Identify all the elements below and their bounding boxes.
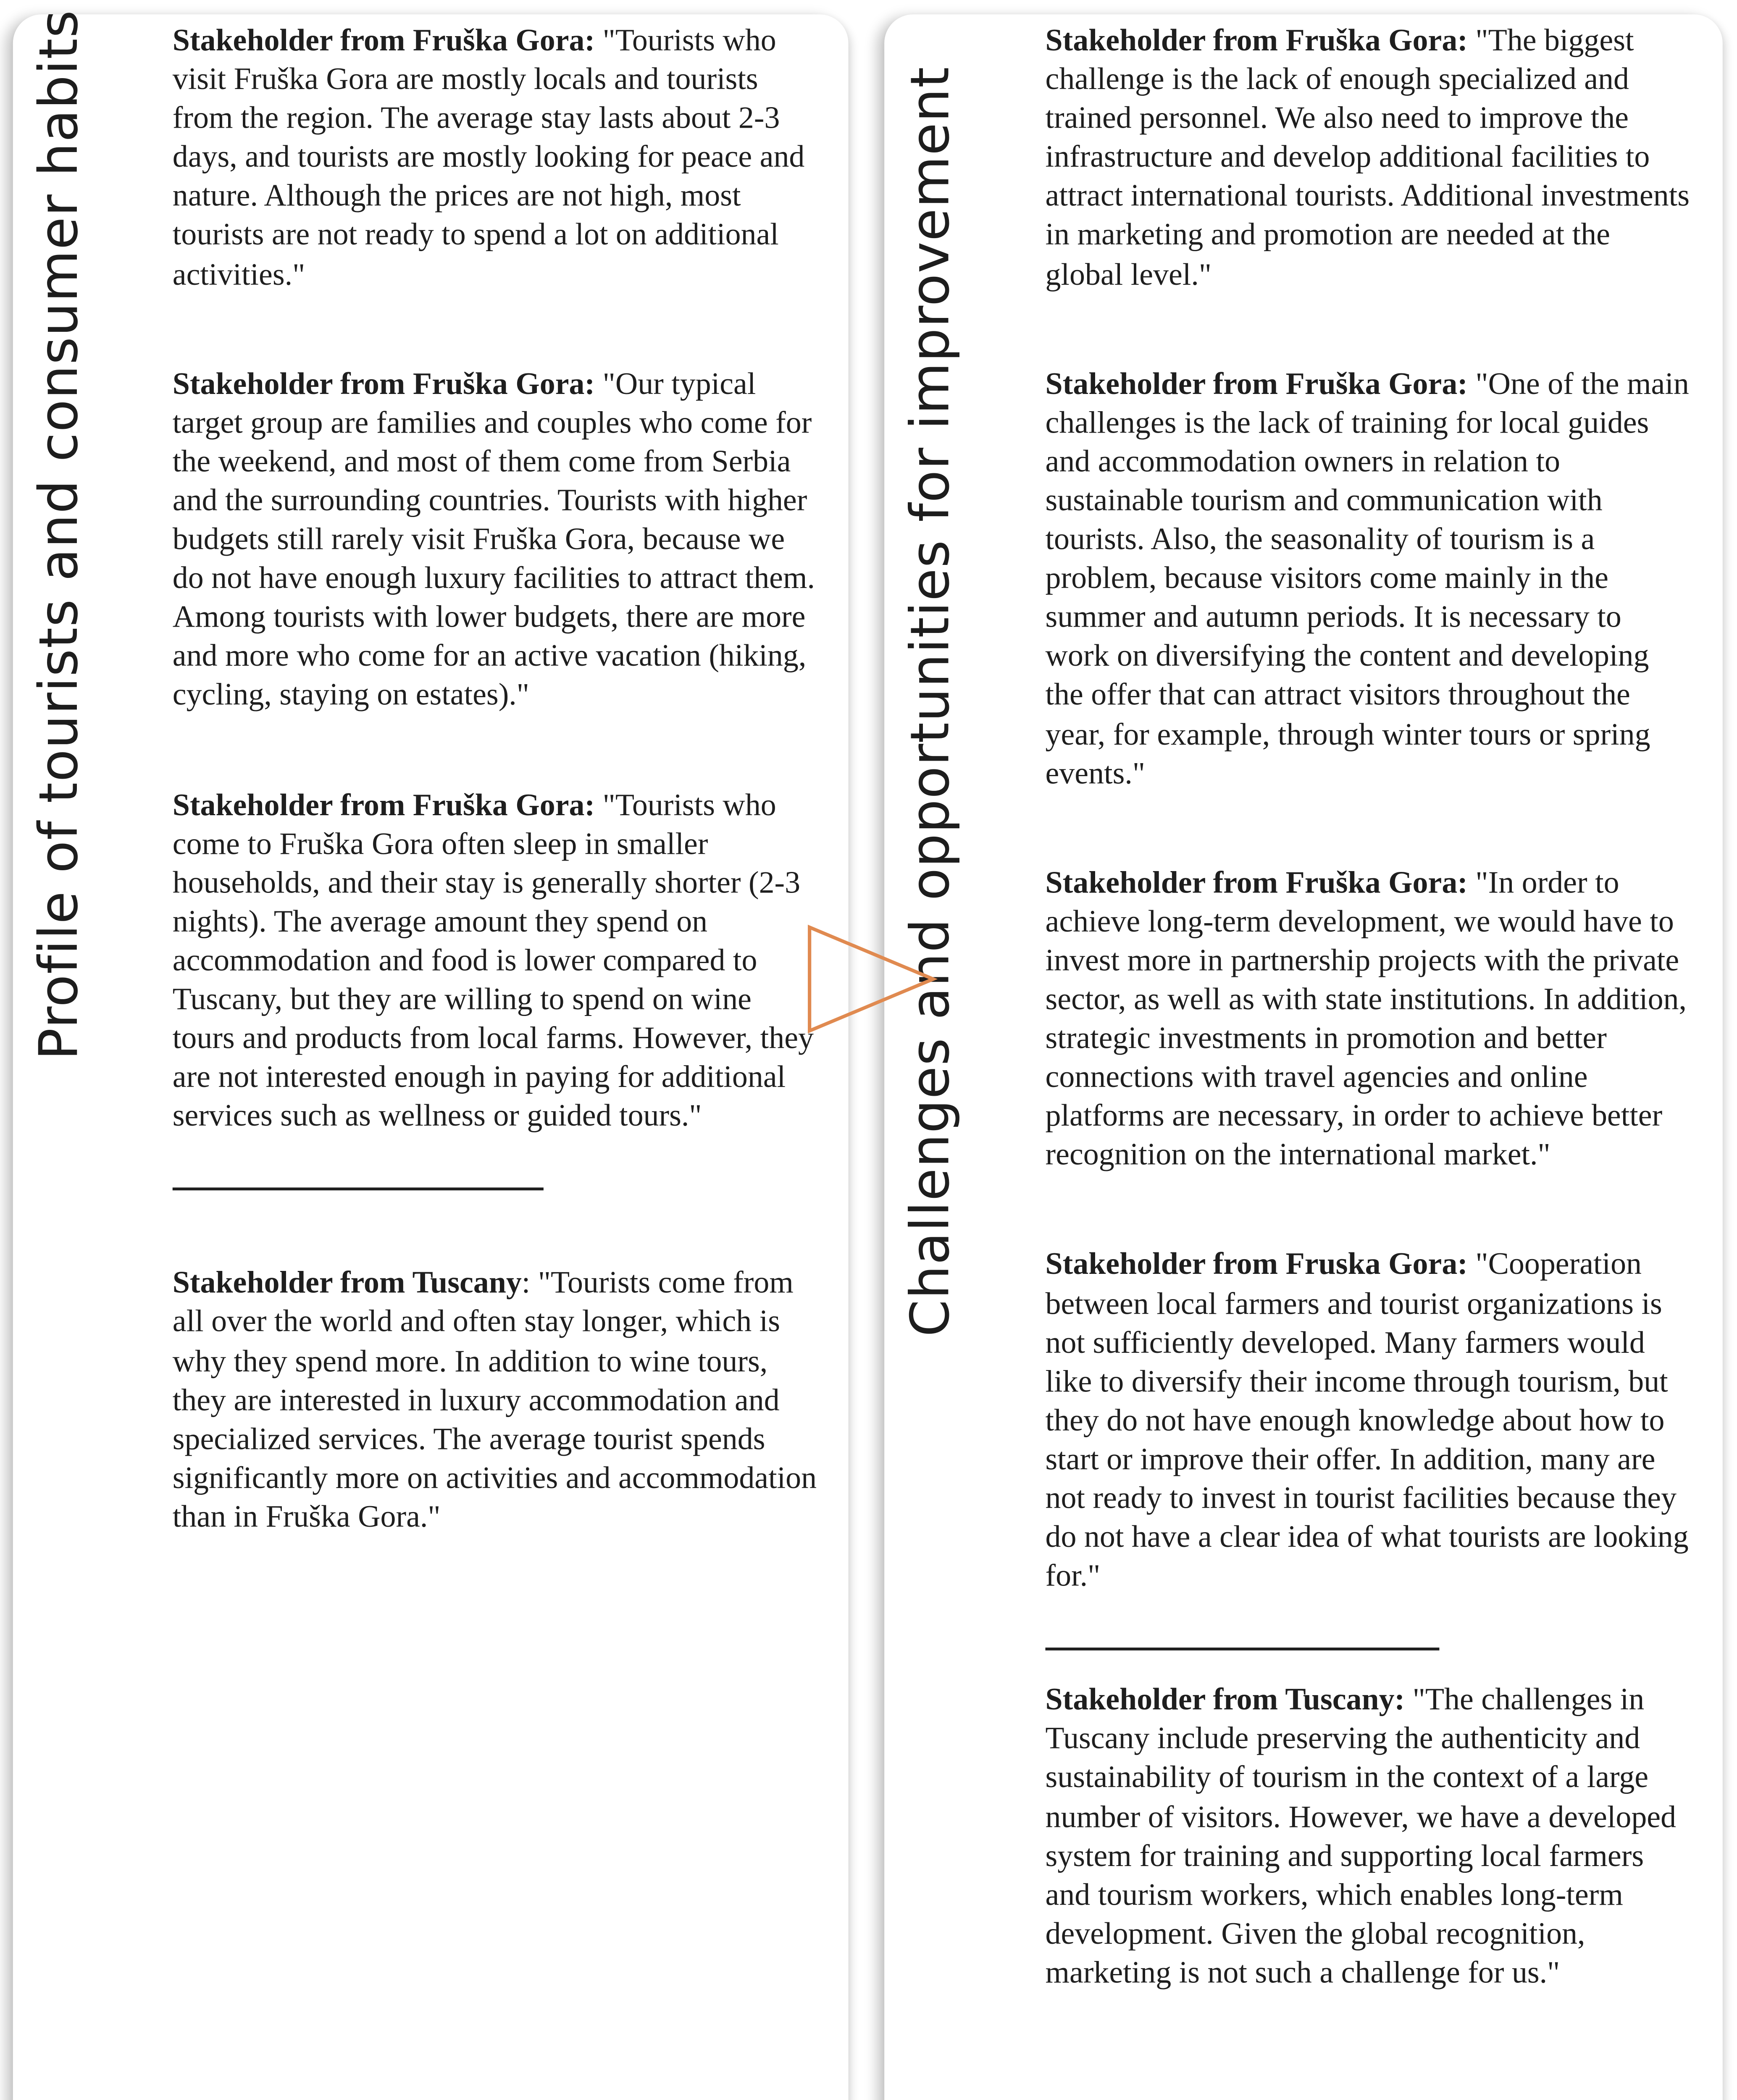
quote-block (1046, 1681, 1692, 1992)
quote-block (1046, 864, 1692, 1175)
speaker-label: Stakeholder from Fruška Gora: (1045, 865, 1468, 900)
quote-block (173, 21, 820, 294)
right-column (1046, 21, 1692, 1992)
quote-block (173, 786, 820, 1137)
speaker-label: Stakeholder from Fruška Gora: (1045, 23, 1468, 58)
quote-text: "The biggest challenge is the lack of enough specialized and trained personnel. We also need to improve the infrastructure and develop additional facilities to attract international tourists. Additional investments in marketing and promotion are needed at the global level." (1045, 23, 1690, 291)
arrow-right-icon (807, 921, 939, 1037)
quote-block (1046, 1246, 1692, 1596)
speaker-label: Stakeholder from Fruška Gora: (172, 366, 595, 401)
speaker-label: Stakeholder from Tuscany (172, 1265, 522, 1300)
speaker-label: Stakeholder from Fruška Gora: (172, 787, 595, 822)
quote-text: "One of the main challenges is the lack of training for local guides and accommodation owners in relation to sustainable tourism and communication with tourists. Also, the seasonality of tourism is a problem, because visitors come mainly in the summer and autumn periods. It is necessary to work on diversifying the content and developing the offer that can attract visitors throughout the year, for example, through winter tours or spring events." (1045, 366, 1689, 790)
left-panel-heading: Profile of tourists and consumer habits (28, 9, 90, 1060)
speaker-label: Stakeholder from Tuscany: (1045, 1682, 1405, 1717)
speaker-label: Stakeholder from Fruška Gora: (172, 23, 595, 58)
section-divider (173, 1188, 544, 1192)
speaker-label: Stakeholder from Fruška Gora: (1045, 366, 1468, 401)
quote-text: : "Tourists come from all over the world and often stay longer, which is why they spend more. In addition to wine tours, they are interested in luxury accommodation and specialized services. The average tourist spends significantly more on activities and accommodation than in Fruška Gora." (172, 1265, 817, 1534)
right-panel-heading: Challenges and opportunities for improvement (899, 66, 962, 1337)
quote-block (173, 1264, 820, 1537)
quote-block (1046, 365, 1692, 793)
quote-block (173, 365, 820, 715)
section-divider (1046, 1648, 1440, 1652)
quote-text: "Tourists who visit Fruška Gora are mostly locals and tourists from the region. The average stay lasts about 2-3 days, and tourists are mostly looking for peace and nature. Although the prices are not high, most tourists are not ready to spend a lot on additional activities." (172, 23, 805, 291)
left-column (173, 21, 820, 1537)
quote-text: "In order to achieve long-term development, we would have to invest more in partnership projects with the private sector, as well as with state institutions. In addition, strategic investments in promotion and better connections with travel agencies and online platforms are necessary, in order to achieve better recognition on the international market." (1045, 865, 1687, 1172)
quote-text: "Our typical target group are families and couples who come for the weekend, and most of them come from Serbia and the surrounding countries. Tourists with higher budgets still rarely visit Fruška Gora, because we do not have enough luxury facilities to attract them. Among tourists with lower budgets, there are more and more who come for an active vacation (hiking, cycling, staying on estates)." (172, 366, 815, 712)
quote-text: "The challenges in Tuscany include preserving the authenticity and sustainability of tourism in the context of a large number of visitors. However, we have a developed system for training and supporting local farmers and tourism workers, which enables long-term development. Given the global recognition, marketing is not such a challenge for us." (1045, 1682, 1677, 1990)
speaker-label: Stakeholder from Fruska Gora: (1045, 1247, 1468, 1282)
quote-block (1046, 21, 1692, 294)
quote-text: "Cooperation between local farmers and tourist organizations is not sufficiently developed. Many farmers would like to diversify their income through tourism, but they do not have enough knowledge about how to start or improve their offer. In addition, many are not ready to invest in tourist facilities because they do not have a clear idea of what tourists are looking for." (1045, 1247, 1689, 1593)
quote-text: "Tourists who come to Fruška Gora often sleep in smaller households, and their stay is generally shorter (2-3 nights). The average amount they spend on accommodation and food is lower compared to Tuscany, but they are willing to spend on wine tours and products from local farms. However, they are not interested enough in paying for additional services such as wellness or guided tours." (172, 787, 814, 1134)
